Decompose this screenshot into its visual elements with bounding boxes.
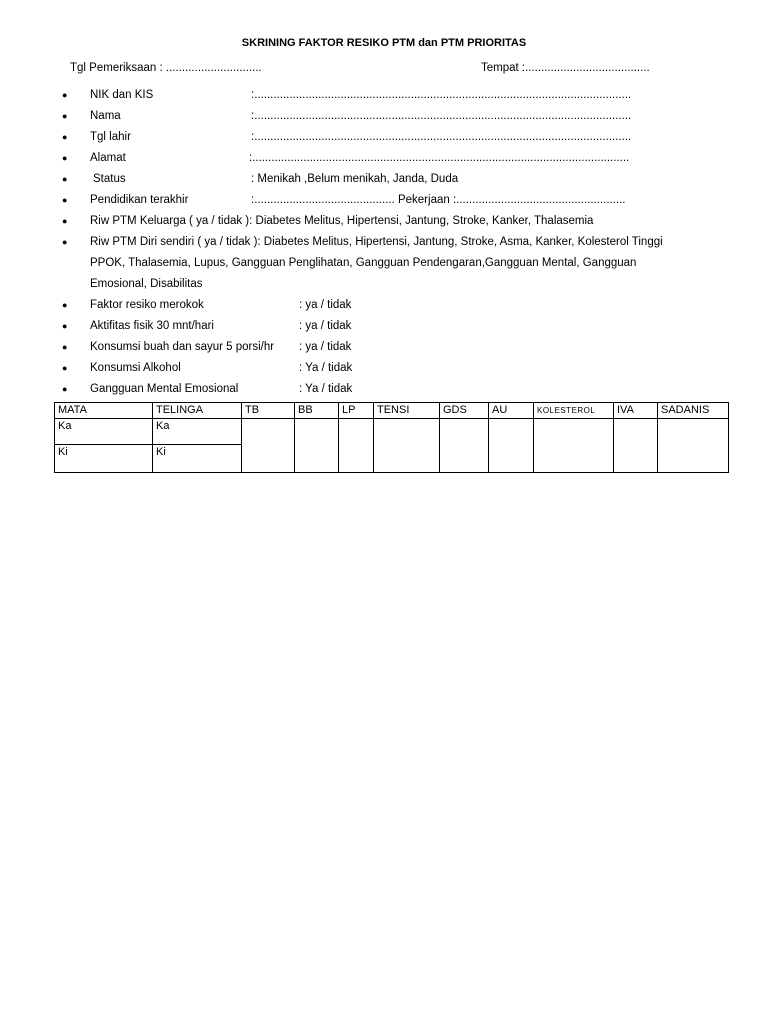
bullet-icon: ● (62, 111, 68, 121)
exam-table (54, 402, 729, 473)
bullet-icon: ● (62, 132, 68, 142)
cell-lp (339, 419, 374, 473)
cell-telinga-ki: Ki (153, 445, 242, 473)
col-header-bb: BB (295, 403, 339, 419)
cell-tb (242, 419, 295, 473)
cell-mata-ka: Ka (55, 419, 153, 445)
field-label: Gangguan Mental Emosional (90, 383, 239, 395)
cell-iva (614, 419, 658, 473)
riw-diri-continuation-1: PPOK, Thalasemia, Lupus, Gangguan Penglihatan, Gangguan Pendengaran,Gangguan Mental, Gangguan (90, 257, 637, 269)
field-label: Status (93, 173, 126, 185)
field-label: Riw PTM Diri sendiri ( ya / tidak ): Diabetes Melitus, Hipertensi, Jantung, Stroke, Asma, Kanker, Kolesterol Tinggi (90, 236, 663, 248)
col-header-iva: IVA (614, 403, 658, 419)
field-value: : Menikah ,Belum menikah, Janda, Duda (251, 173, 459, 185)
field-label: Aktifitas fisik 30 mnt/hari (90, 320, 214, 332)
field-label: NIK dan KIS (90, 89, 154, 101)
riw-diri-continuation-2: Emosional, Disabilitas (90, 278, 203, 290)
cell-kolesterol (534, 419, 614, 473)
col-header-kolesterol: KOLESTEROL (534, 403, 614, 419)
table-header-row (55, 403, 729, 419)
form-title: SKRINING FAKTOR RESIKO PTM dan PTM PRIORITAS (241, 37, 527, 49)
cell-bb (295, 419, 339, 473)
field-value: :...................................................................................................................... (251, 131, 632, 143)
bullet-icon: ● (62, 216, 68, 226)
table-row (55, 419, 729, 445)
bullet-icon: ● (62, 342, 68, 352)
col-header-sadanis: SADANIS (658, 403, 729, 419)
col-header-mata: MATA (55, 403, 153, 419)
cell-tensi (374, 419, 440, 473)
place-field: Tempat :....................................... (481, 62, 650, 74)
field-label: Alamat (90, 152, 126, 164)
col-header-gds: GDS (440, 403, 489, 419)
bullet-icon: ● (62, 363, 68, 373)
bullet-icon: ● (62, 300, 68, 310)
field-value: :...................................................................................................................... (249, 152, 630, 164)
bullet-icon: ● (62, 195, 68, 205)
cell-telinga-ka: Ka (153, 419, 242, 445)
field-label: Tgl lahir (90, 131, 131, 143)
col-header-au: AU (489, 403, 534, 419)
bullet-icon: ● (62, 153, 68, 163)
field-label: Konsumsi Alkohol (90, 362, 181, 374)
field-label: Konsumsi buah dan sayur 5 porsi/hr (90, 341, 275, 353)
col-header-lp: LP (339, 403, 374, 419)
bullet-icon: ● (62, 237, 68, 247)
field-value: : ya / tidak (299, 320, 352, 332)
field-label: Faktor resiko merokok (90, 299, 204, 311)
bullet-icon: ● (62, 90, 68, 100)
field-value: :............................................ Pekerjaan :..................................................... (251, 194, 626, 206)
cell-mata-ki: Ki (55, 445, 153, 473)
cell-sadanis (658, 419, 729, 473)
cell-gds (440, 419, 489, 473)
cell-au (489, 419, 534, 473)
bullet-icon: ● (62, 384, 68, 394)
field-value: : Ya / tidak (299, 362, 353, 374)
field-label: Nama (90, 110, 121, 122)
field-label: Pendidikan terakhir (90, 194, 189, 206)
col-header-telinga: TELINGA (153, 403, 242, 419)
col-header-tb: TB (242, 403, 295, 419)
field-value: : ya / tidak (299, 341, 352, 353)
field-value: :...................................................................................................................... (251, 89, 632, 101)
field-value: : Ya / tidak (299, 383, 353, 395)
bullet-icon: ● (62, 321, 68, 331)
field-value: : ya / tidak (299, 299, 352, 311)
field-label: Riw PTM Keluarga ( ya / tidak ): Diabetes Melitus, Hipertensi, Jantung, Stroke, Kanker, Thalasemia (90, 215, 594, 227)
field-value: :...................................................................................................................... (251, 110, 632, 122)
col-header-tensi: TENSI (374, 403, 440, 419)
exam-date-field: Tgl Pemeriksaan : .............................. (70, 62, 262, 74)
bullet-icon: ● (62, 174, 68, 184)
